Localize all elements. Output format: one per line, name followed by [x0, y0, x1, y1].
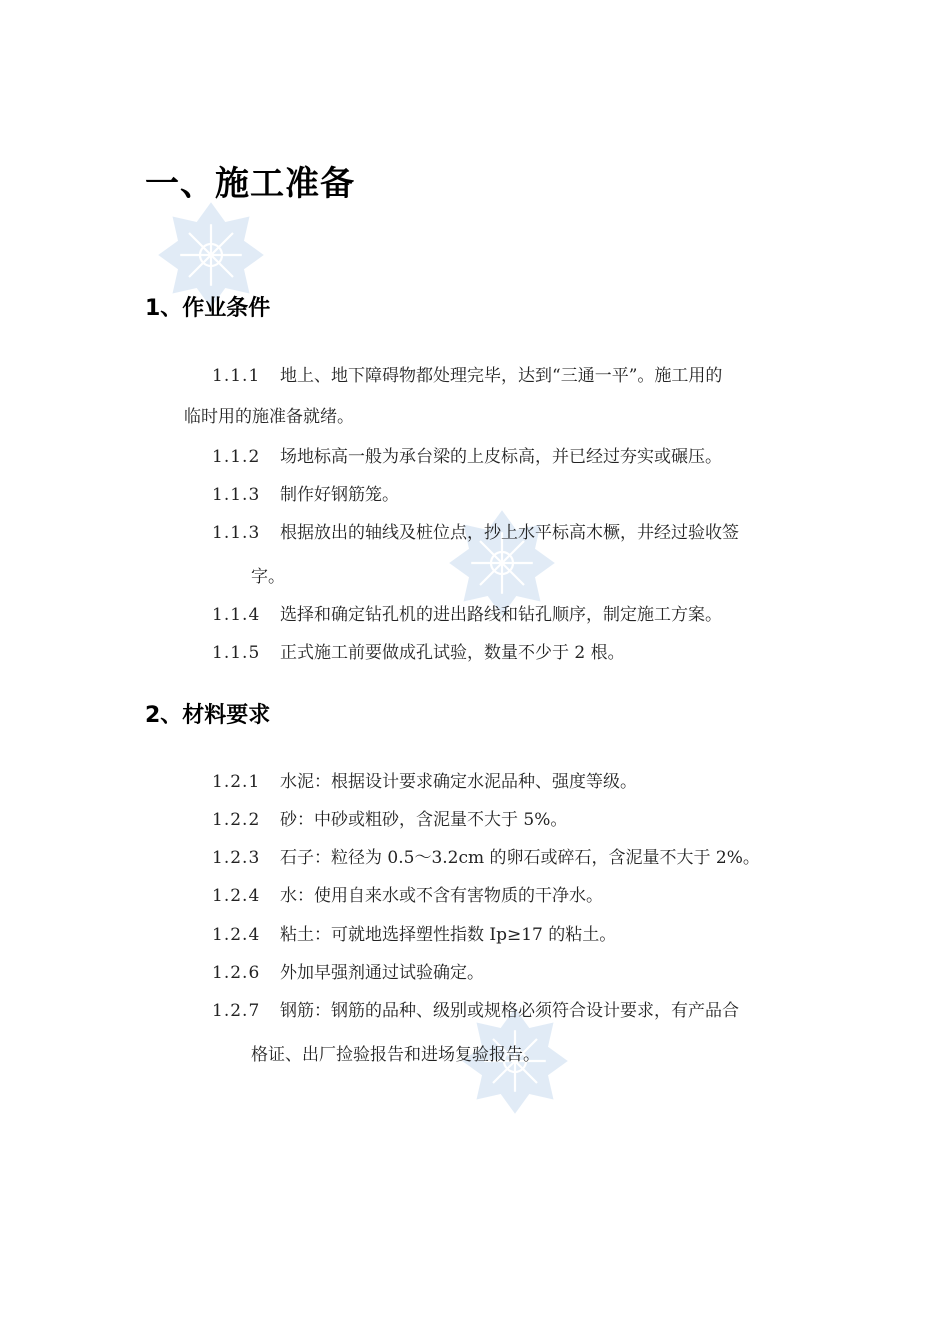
item-number: 1.1.3: [212, 523, 261, 543]
item-text: 水：使用自来水或不含有害物质的干净水。: [280, 886, 603, 906]
list-item: [212, 485, 399, 505]
item-number: 1.1.4: [212, 605, 261, 625]
item-number: 1.2.4: [212, 886, 261, 906]
list-item: [212, 925, 616, 945]
list-item: [212, 810, 567, 830]
list-item-continuation: 临时用的施准备就绪。: [184, 407, 354, 427]
item-text: 选择和确定钻孔机的进出路线和钻孔顺序，制定施工方案。: [280, 605, 722, 625]
list-item: [212, 886, 603, 906]
item-text: 粘土：可就地选择塑性指数 Ip≥17 的粘土。: [280, 925, 617, 945]
item-number: 1.1.1: [212, 366, 261, 386]
item-text: 正式施工前要做成孔试验，数量不少于 2 根。: [280, 643, 625, 663]
list-item: [212, 643, 625, 663]
item-number: 1.2.1: [212, 772, 261, 792]
list-item-continuation: 格证、出厂捡验报告和进场复验报告。: [251, 1045, 540, 1065]
item-text: 外加早强剂通过试验确定。: [280, 963, 484, 983]
item-text: 石子：粒径为 0.5～3.2cm 的卵石或碎石，含泥量不大于 2%。: [280, 848, 760, 868]
item-number: 1.2.6: [212, 963, 261, 983]
list-item-continuation: 字。: [251, 567, 285, 587]
item-number: 1.2.2: [212, 810, 261, 830]
item-text: 砂：中砂或粗砂，含泥量不大于 5%。: [280, 810, 568, 830]
item-text: 钢筋：钢筋的品种、级别或规格必须符合设计要求，有产品合: [280, 1001, 739, 1021]
list-item: [212, 605, 722, 625]
list-item: [212, 963, 484, 983]
page-title: 一、施工准备: [145, 164, 355, 204]
item-number: 1.1.5: [212, 643, 261, 663]
item-number: 1.1.3: [212, 485, 261, 505]
list-item: [212, 523, 739, 543]
section-heading-material-requirements: 2、材料要求: [145, 703, 271, 728]
item-text: 制作好钢筋笼。: [280, 485, 399, 505]
section-heading-work-conditions: 1、作业条件: [145, 296, 271, 321]
item-text: 根据放出的轴线及桩位点，抄上水平标高木橛，井经过验收签: [280, 523, 739, 543]
item-number: 1.2.4: [212, 925, 261, 945]
item-text: 场地标高一般为承台梁的上皮标高，并已经过夯实或碾压。: [280, 447, 722, 467]
item-number: 1.2.7: [212, 1001, 261, 1021]
item-text: 地上、地下障碍物都处理完毕，达到“三通一平”。施工用的: [280, 366, 723, 386]
item-text: 水泥：根据设计要求确定水泥品种、强度等级。: [280, 772, 637, 792]
list-item: [212, 366, 722, 386]
list-item: [212, 447, 722, 467]
item-number: 1.1.2: [212, 447, 261, 467]
list-item: [212, 848, 760, 868]
list-item: [212, 1001, 739, 1021]
item-number: 1.2.3: [212, 848, 261, 868]
list-item: [212, 772, 637, 792]
